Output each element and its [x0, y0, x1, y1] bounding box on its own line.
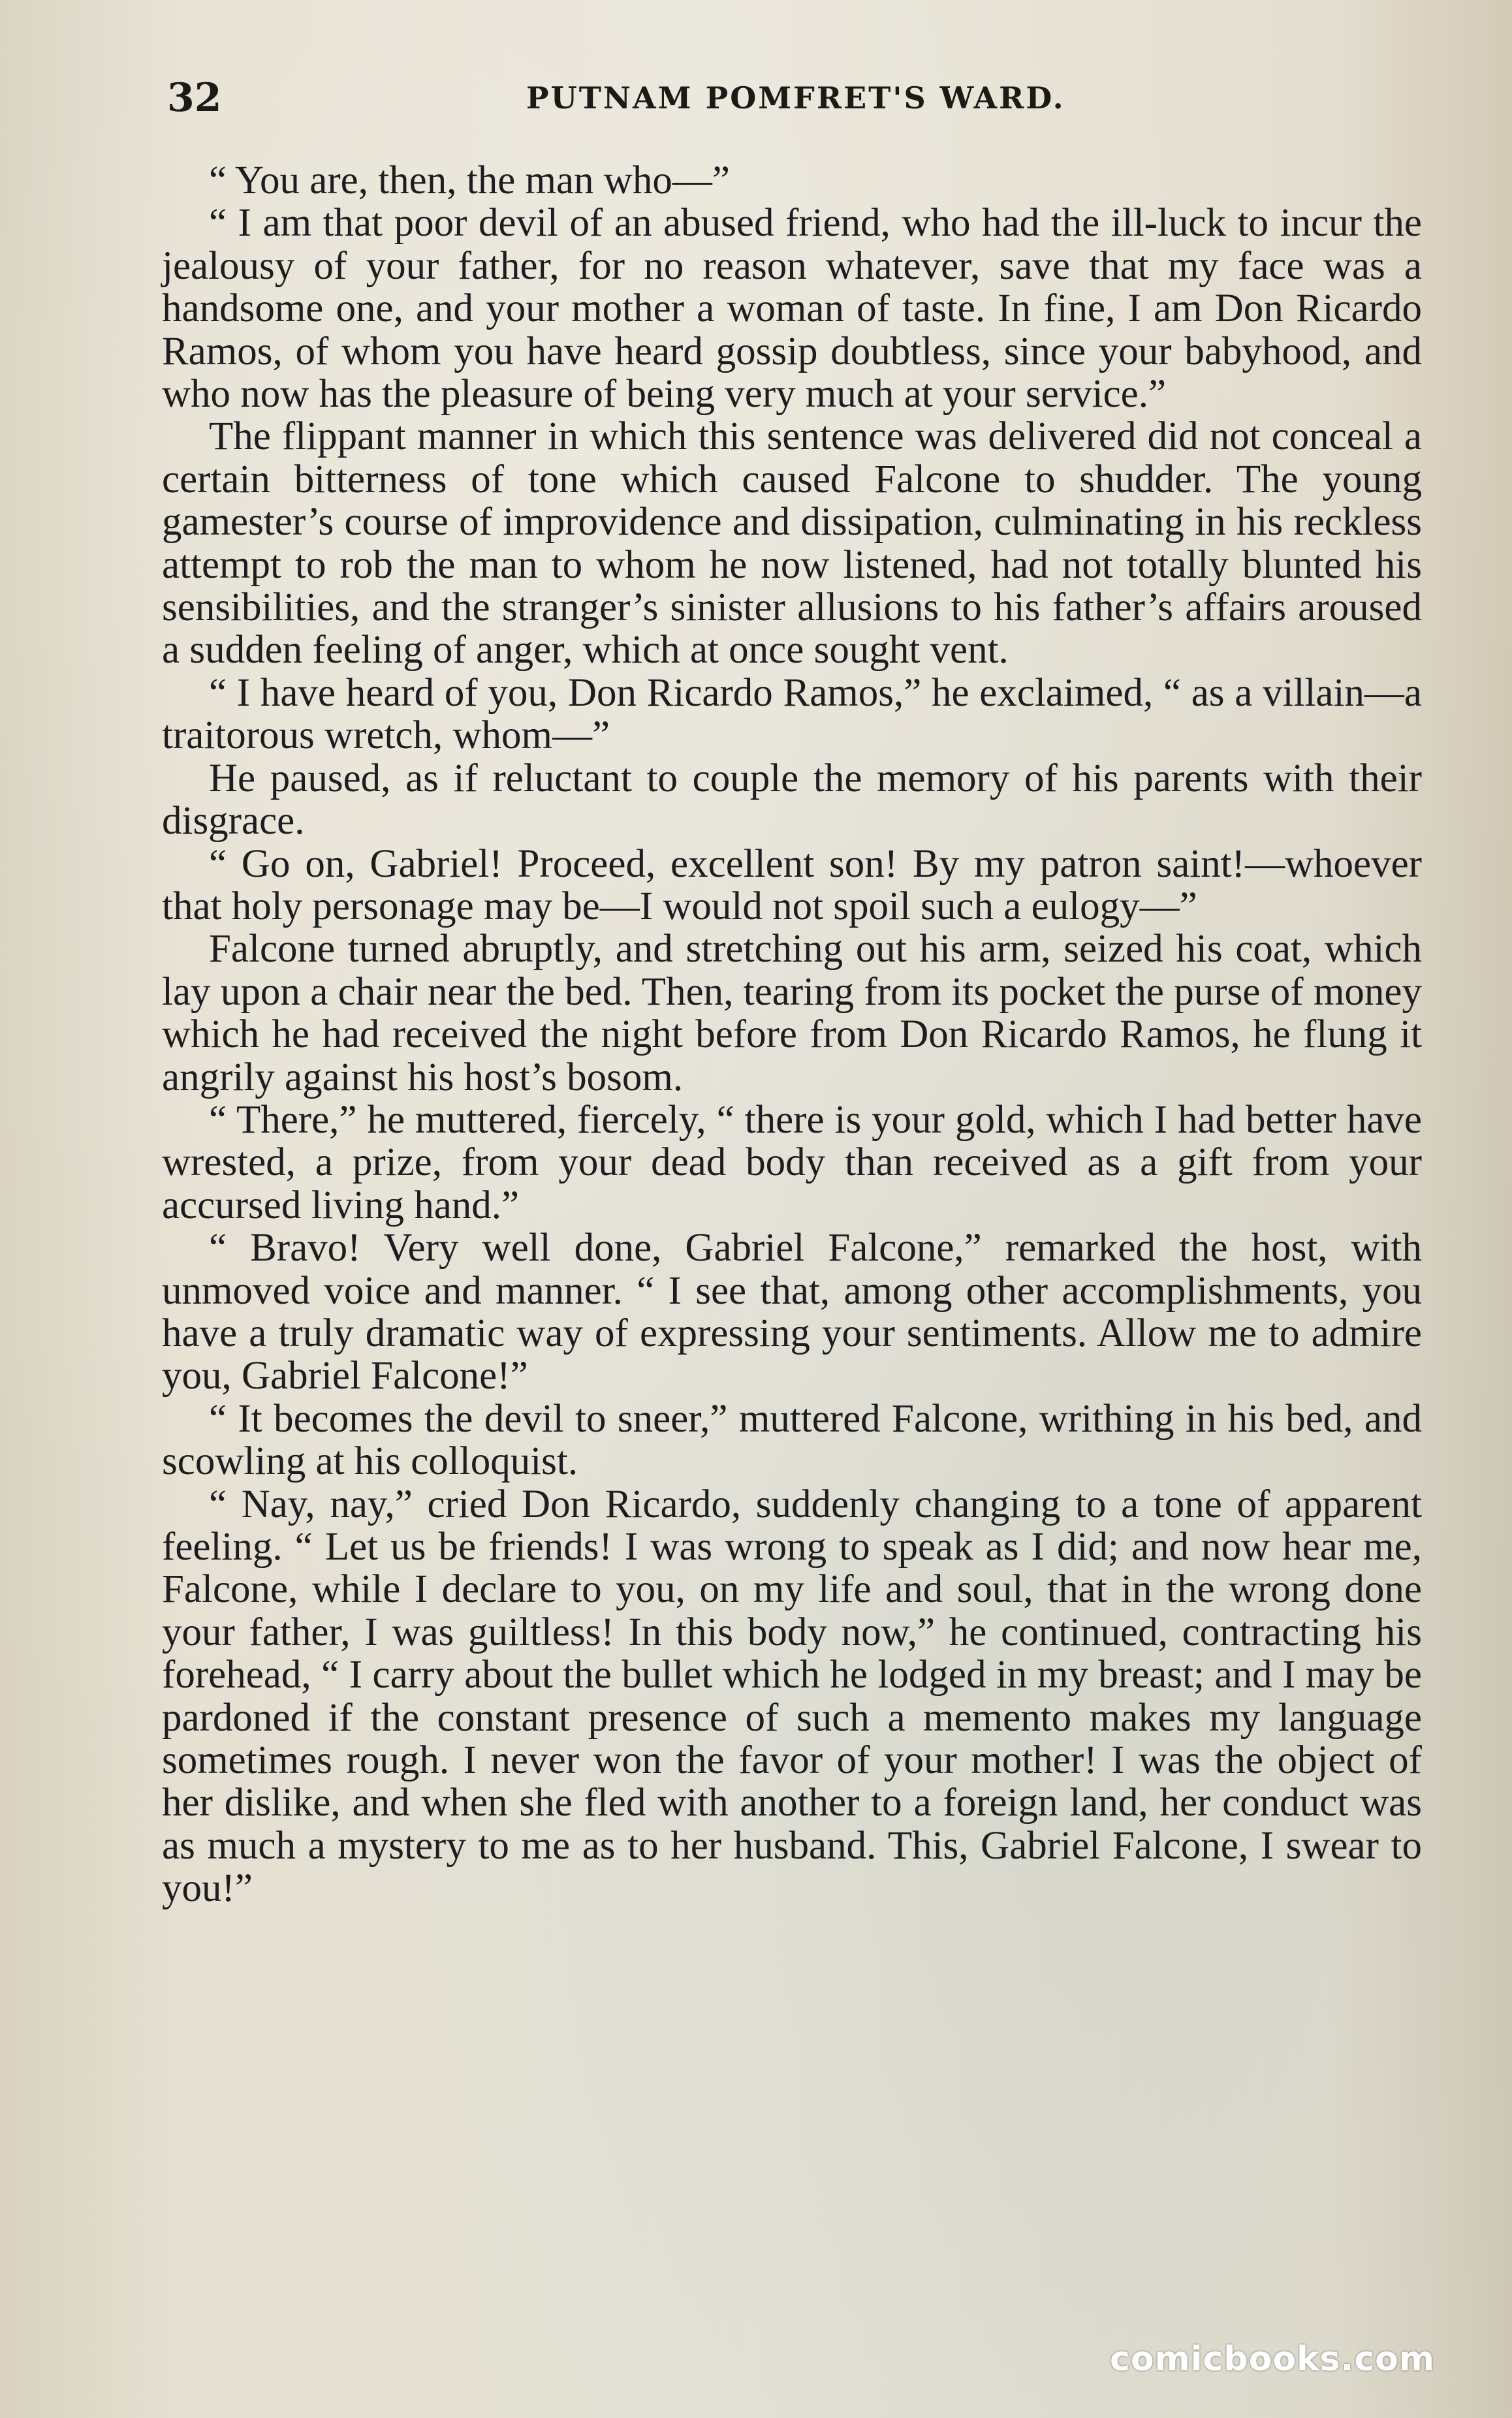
paragraph: “ There,” he muttered, fiercely, “ there is your gold, which I had better have wrested, a prize, from your dead body than received as a gift from your accursed living hand.” [162, 1097, 1422, 1227]
paragraph: “ Bravo! Very well done, Gabriel Falcone,” remarked the host, with unmoved voice and manner. “ I see that, among other accomplishments, you have a truly dramatic way of expressing your sentiments. Allow me to admire you, Gabriel Falcone!” [162, 1226, 1422, 1398]
body-text [162, 159, 1422, 1910]
paragraph: Falcone turned abruptly, and stretching out his arm, seized his coat, which lay upon a chair near the bed. Then, tearing from its pocket the purse of money which he had received the night before from Don Ricardo Ramos, he flung it angrily against his host’s bosom. [162, 927, 1422, 1099]
paragraph: The flippant manner in which this sentence was delivered did not conceal a certain bitterness of tone which caused Falcone to shudder. The young gamester’s course of improvidence and dissipation, culminating in his reckless attempt to rob the man to whom he now listened, had not totally blunted his sensibilities, and the stranger’s sinister allusions to his father’s affairs aroused a sudden feeling of anger, which at once sought vent. [162, 415, 1422, 672]
paragraph: “ You are, then, the man who—” [209, 159, 730, 202]
paragraph: “ Go on, Gabriel! Proceed, excellent son! By my patron saint!—whoever that holy personage may be—I would not spoil such a eulogy—” [162, 841, 1422, 928]
watermark: comicbooks.com [1110, 2340, 1436, 2379]
paragraph: “ I am that poor devil of an abused friend, who had the ill-luck to incur the jealousy of your father, for no reason whatever, save that my face was a handsome one, and your mother a woman of taste. In fine, I am Don Ricardo Ramos, of whom you have heard gossip doubtless, since your babyhood, and who now has the pleasure of being very much at your service.” [162, 201, 1422, 416]
paragraph: “ It becomes the devil to sneer,” muttered Falcone, writhing in his bed, and scowling at his colloquist. [162, 1396, 1422, 1484]
running-title: PUTNAM POMFRET'S WARD. [526, 80, 1065, 116]
page-number: 32 [167, 75, 222, 121]
page-header [167, 69, 1440, 127]
paragraph: “ Nay, nay,” cried Don Ricardo, suddenly changing to a tone of apparent feeling. “ Let us be friends! I was wrong to speak as I did; and now hear me, Falcone, while I declare to you, on my life and soul, that in the wrong done your father, I was guiltless! In this body now,” he continued, contracting his forehead, “ I carry about the bullet which he lodged in my breast; and I may be pardoned if the constant presence of such a memento makes my language sometimes rough. I never won the favor of your mother! I was the object of her dislike, and when she fled with another to a foreign land, her conduct was as much a mystery to me as to her husband. This, Gabriel Falcone, I swear to you!” [162, 1482, 1422, 1911]
paragraph: He paused, as if reluctant to couple the memory of his parents with their disgrace. [162, 756, 1422, 843]
paragraph: “ I have heard of you, Don Ricardo Ramos,” he exclaimed, “ as a villain—a traitorous wretch, whom—” [162, 670, 1422, 758]
